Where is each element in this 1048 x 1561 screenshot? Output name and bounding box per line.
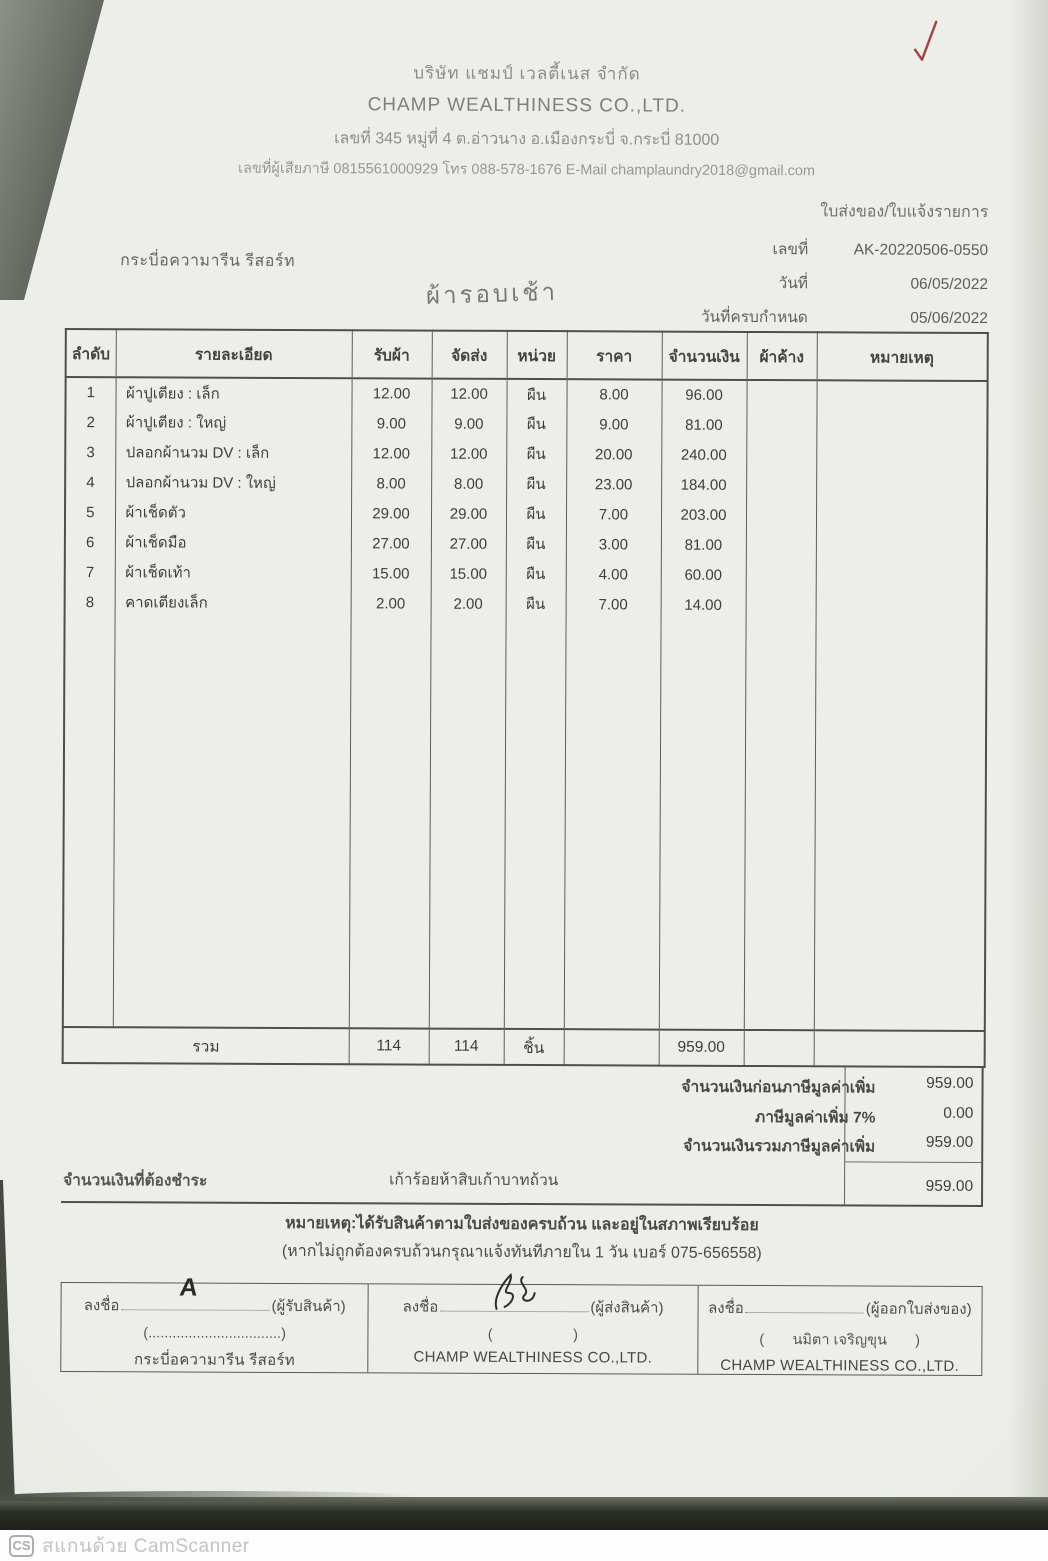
item-price: 4.00 xyxy=(566,559,661,589)
camscanner-logo-icon: CS xyxy=(9,1535,34,1557)
header-price: ราคา xyxy=(567,331,662,379)
total-label: รวม xyxy=(63,1027,349,1064)
item-amount: 81.00 xyxy=(661,410,746,440)
document-info xyxy=(558,198,989,339)
item-unit: ผืน xyxy=(506,379,566,409)
item-amount: 14.00 xyxy=(661,590,746,620)
total-amount: 959.00 xyxy=(659,1030,744,1066)
summary-section xyxy=(61,1064,984,1207)
signer-name-line: ( นมิตา เจริญขุน ) xyxy=(759,1332,921,1349)
vat-label: ภาษีมูลค่าเพิ่ม 7% xyxy=(754,1109,876,1127)
item-row xyxy=(65,497,987,531)
item-no: 4 xyxy=(65,467,115,497)
item-balance xyxy=(746,410,816,440)
signature-box-receiver xyxy=(61,1273,369,1372)
item-balance xyxy=(746,440,816,470)
item-row xyxy=(65,557,987,591)
signature-line xyxy=(440,1299,588,1313)
total-with-vat-value: 959.00 xyxy=(925,1133,974,1151)
item-amount: 60.00 xyxy=(661,560,746,590)
item-received: 2.00 xyxy=(351,588,431,618)
item-delivered: 8.00 xyxy=(431,469,506,499)
item-unit: ผืน xyxy=(506,409,566,439)
item-price: 20.00 xyxy=(566,439,661,469)
item-price: 23.00 xyxy=(566,469,661,499)
items-table xyxy=(62,328,989,1068)
item-received: 29.00 xyxy=(351,498,431,528)
signer-org: CHAMP WEALTHINESS CO.,LTD. xyxy=(413,1348,653,1367)
amount-due-label: จำนวนเงินที่ต้องชำระ xyxy=(63,1171,208,1190)
item-price: 3.00 xyxy=(566,529,661,559)
item-no: 5 xyxy=(65,497,115,527)
header-no: ลำดับ xyxy=(66,329,116,377)
handwritten-note: ผ้ารอบเช้า xyxy=(425,278,559,310)
item-received: 27.00 xyxy=(351,528,431,558)
item-desc: ผ้าปูเตียง : เล็ก xyxy=(115,377,351,408)
signer-org: กระบี่อความารีน รีสอร์ท xyxy=(133,1351,296,1370)
doc-duedate-label: วันที่ครบกำหนด xyxy=(700,308,808,327)
total-with-vat-label: จำนวนเงินรวมภาษีมูลค่าเพิ่ม xyxy=(683,1137,876,1156)
total-delivered: 114 xyxy=(429,1029,504,1065)
signature-box-sender xyxy=(369,1284,699,1373)
item-delivered: 27.00 xyxy=(431,529,506,559)
item-unit: ผืน xyxy=(506,499,566,529)
item-remark xyxy=(816,500,987,531)
red-checkmark-icon xyxy=(909,18,947,68)
doc-number-value: AK-20220506-0550 xyxy=(853,241,989,260)
item-row xyxy=(65,377,987,411)
item-delivered: 12.00 xyxy=(431,439,506,469)
item-unit: ผืน xyxy=(506,439,566,469)
total-unit: ชิ้น xyxy=(504,1029,564,1065)
signer-name-line: (.................................) xyxy=(143,1325,286,1342)
vat-value: 0.00 xyxy=(943,1104,974,1122)
signer-role: (ผู้ออกใบส่งของ) xyxy=(865,1300,972,1318)
doc-duedate-value: 05/06/2022 xyxy=(910,309,988,328)
signature-section xyxy=(60,1273,982,1376)
item-no: 1 xyxy=(65,377,115,407)
company-name-th: บริษัท แชมป์ เวลตี้เนส จำกัด xyxy=(413,63,641,84)
total-received: 114 xyxy=(349,1028,429,1064)
item-remark xyxy=(816,410,987,441)
item-balance xyxy=(746,380,816,410)
item-received: 12.00 xyxy=(351,438,431,468)
item-no: 8 xyxy=(65,587,115,617)
before-vat-value: 959.00 xyxy=(926,1074,974,1092)
item-amount: 240.00 xyxy=(661,440,746,470)
item-desc: ผ้าเช็ดมือ xyxy=(115,527,351,558)
company-name-en: CHAMP WEALTHINESS CO.,LTD. xyxy=(367,94,687,117)
item-no: 7 xyxy=(65,557,115,587)
item-amount: 81.00 xyxy=(661,530,746,560)
signer-role: (ผู้รับสินค้า) xyxy=(271,1297,346,1316)
signer-role: (ผู้ส่งสินค้า) xyxy=(590,1299,664,1317)
item-desc: ปลอกผ้านวม DV : ใหญ่ xyxy=(115,467,351,498)
total-balance-empty xyxy=(744,1030,814,1066)
item-balance xyxy=(746,560,816,590)
summary-divider-line xyxy=(845,1161,981,1163)
item-received: 15.00 xyxy=(351,558,431,588)
item-balance xyxy=(746,530,816,560)
item-no: 2 xyxy=(65,407,115,437)
item-delivered: 12.00 xyxy=(431,379,506,409)
camscanner-footer xyxy=(0,1530,1048,1561)
sign-label: ลงชื่อ xyxy=(708,1299,744,1317)
header-unit: หน่วย xyxy=(507,331,567,379)
company-tax-line: เลขที่ผู้เสียภาษี 0815561000929 โทร 088-578-1676 E-Mail champlaundry2018@gmail.com xyxy=(237,160,816,180)
item-row xyxy=(65,467,987,501)
item-price: 7.00 xyxy=(566,499,661,529)
table-header-row xyxy=(66,329,988,381)
item-desc: คาดเตียงเล็ก xyxy=(115,587,351,618)
item-received: 8.00 xyxy=(351,468,431,498)
item-price: 8.00 xyxy=(566,379,661,409)
note-line-2: (หากไม่ถูกต้องครบถ้วนกรุณาแจ้งทันทีภายใน 1 วัน เบอร์ 075-656558) xyxy=(281,1242,762,1263)
item-desc: ผ้าเช็ดเท้า xyxy=(115,557,351,588)
item-remark xyxy=(816,380,987,411)
item-price: 7.00 xyxy=(566,589,661,619)
item-amount: 203.00 xyxy=(661,500,746,530)
signature-box-issuer xyxy=(698,1286,982,1375)
signer-org: CHAMP WEALTHINESS CO.,LTD. xyxy=(720,1356,959,1375)
customer-name: กระบี่อความารีน รีสอร์ท xyxy=(120,252,296,270)
item-unit: ผืน xyxy=(506,469,566,499)
item-desc: ผ้าปูเตียง : ใหญ่ xyxy=(115,407,351,438)
header-balance: ผ้าค้าง xyxy=(747,332,817,380)
header-received: รับผ้า xyxy=(352,330,432,378)
item-delivered: 2.00 xyxy=(431,589,506,619)
item-row xyxy=(65,437,987,471)
amount-in-words: เก้าร้อยห้าสิบเก้าบาทถ้วน xyxy=(389,1171,559,1190)
item-unit: ผืน xyxy=(506,589,566,619)
item-balance xyxy=(746,500,816,530)
document-type-title: ใบส่งของ/ใบแจ้งรายการ xyxy=(820,203,989,222)
item-remark xyxy=(816,590,987,621)
note-line-1: หมายเหตุ:ได้รับสินค้าตามใบส่งของครบถ้วน และอยู่ในสภาพเรียบร้อย xyxy=(285,1214,759,1235)
doc-date-value: 06/05/2022 xyxy=(910,275,989,294)
item-row xyxy=(65,527,987,561)
item-row xyxy=(65,587,987,621)
doc-number-label: เลขที่ xyxy=(772,241,809,259)
item-remark xyxy=(816,440,987,471)
company-address: เลขที่ 345 หมู่ที่ 4 ต.อ่าวนาง อ.เมืองกระบี่ จ.กระบี่ 81000 xyxy=(334,130,720,149)
item-unit: ผืน xyxy=(506,529,566,559)
item-remark xyxy=(816,470,987,501)
item-no: 6 xyxy=(65,527,115,557)
total-price-empty xyxy=(564,1029,659,1065)
camscanner-watermark-text: สแกนด้วย CamScanner xyxy=(42,1535,250,1557)
header-delivered: จัดส่ง xyxy=(432,331,507,379)
item-remark xyxy=(816,560,987,591)
table-total-row xyxy=(63,1027,985,1067)
signer-name-line: ( ) xyxy=(487,1326,579,1344)
item-balance xyxy=(746,470,816,500)
item-delivered: 9.00 xyxy=(431,409,506,439)
doc-date-label: วันที่ xyxy=(778,275,809,293)
item-remark xyxy=(816,530,987,561)
header-description: รายละเอียด xyxy=(116,329,352,378)
amount-due-value: 959.00 xyxy=(925,1177,974,1195)
item-delivered: 29.00 xyxy=(431,499,506,529)
item-received: 12.00 xyxy=(351,378,431,408)
item-unit: ผืน xyxy=(506,559,566,589)
signature-line xyxy=(746,1300,864,1314)
item-amount: 96.00 xyxy=(661,380,746,410)
item-delivered: 15.00 xyxy=(431,559,506,589)
item-price: 9.00 xyxy=(566,409,661,439)
item-balance xyxy=(746,590,816,620)
header-amount: จำนวนเงิน xyxy=(662,332,747,380)
handwritten-initial: A xyxy=(178,1273,200,1302)
item-desc: ปลอกผ้านวม DV : เล็ก xyxy=(115,437,351,468)
handwritten-signature xyxy=(482,1269,552,1313)
before-vat-label: จำนวนเงินก่อนภาษีมูลค่าเพิ่ม xyxy=(681,1078,876,1097)
item-no: 3 xyxy=(65,437,115,467)
scan-bottom-edge xyxy=(0,1497,1048,1530)
total-remark-empty xyxy=(814,1030,985,1067)
signature-line xyxy=(121,1273,269,1311)
sign-label: ลงชื่อ xyxy=(402,1298,439,1316)
item-amount: 184.00 xyxy=(661,470,746,500)
header-remark: หมายเหตุ xyxy=(817,332,988,381)
table-empty-space xyxy=(63,617,987,1031)
item-row xyxy=(65,407,987,441)
item-desc: ผ้าเช็ดตัว xyxy=(115,497,351,528)
sign-label: ลงชื่อ xyxy=(83,1297,120,1315)
item-received: 9.00 xyxy=(351,408,431,438)
